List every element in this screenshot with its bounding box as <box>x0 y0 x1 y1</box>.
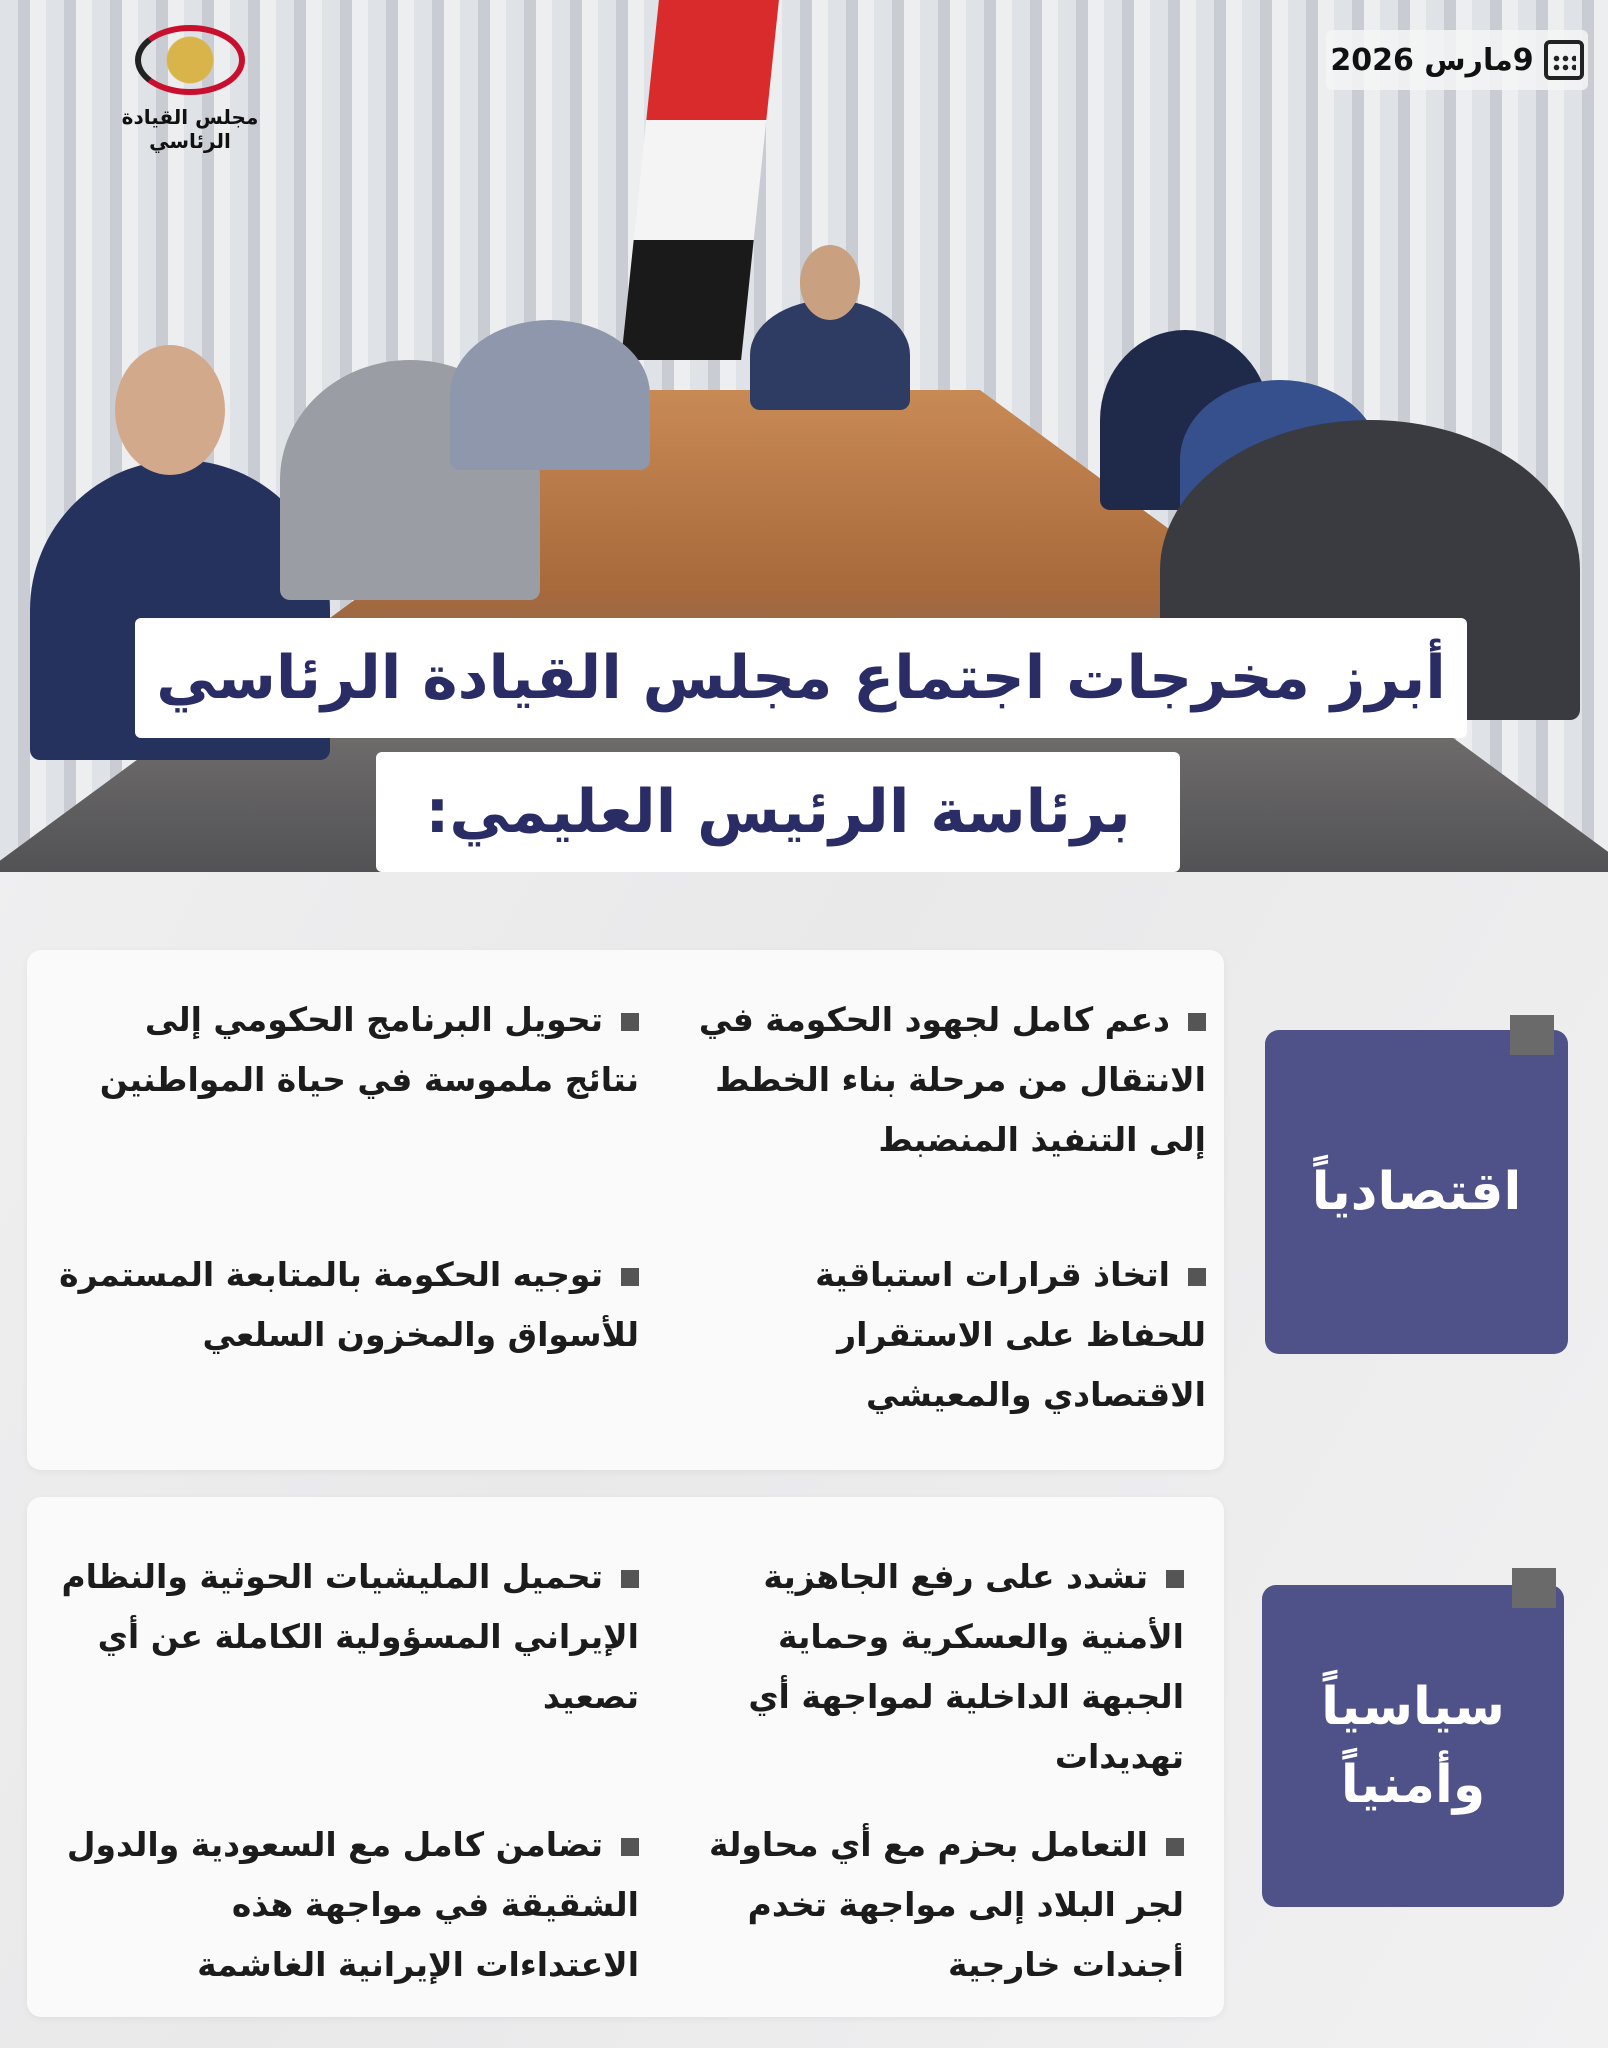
bullet-icon <box>621 1268 639 1286</box>
corner-square-icon <box>1512 1568 1556 1608</box>
calendar-icon <box>1544 40 1584 80</box>
council-logo <box>85 25 295 153</box>
list-item: دعم كامل لجهود الحكومة في الانتقال من مرحلة بناء الخطط إلى التنفيذ المنضبط <box>698 1000 1206 1159</box>
bullet-icon <box>1166 1570 1184 1588</box>
list-item: تحميل المليشيات الحوثية والنظام الإيراني المسؤولية الكاملة عن أي تصعيد <box>61 1557 639 1716</box>
political-security-card <box>27 1497 1224 2017</box>
date-badge <box>1326 30 1588 90</box>
person-head <box>800 245 860 320</box>
republic-emblem-icon <box>135 25 245 95</box>
list-item: اتخاذ قرارات استباقية للحفاظ على الاستقرار الاقتصادي والمعيشي <box>815 1255 1206 1414</box>
list-item: تشدد على رفع الجاهزية الأمنية والعسكرية وحماية الجبهة الداخلية لمواجهة أي تهديدات <box>748 1557 1184 1776</box>
list-item: تحويل البرنامج الحكومي إلى نتائج ملموسة في حياة المواطنين <box>99 1000 639 1099</box>
main-title: أبرز مخرجات اجتماع مجلس القيادة الرئاسي <box>135 618 1467 738</box>
bullet-icon <box>621 1570 639 1588</box>
sub-title: برئاسة الرئيس العليمي: <box>376 752 1180 872</box>
yemen-flag <box>621 0 779 360</box>
bullet-icon <box>1166 1838 1184 1856</box>
list-item: تضامن كامل مع السعودية والدول الشقيقة في مواجهة هذه الاعتداءات الإيرانية الغاشمة <box>66 1825 639 1984</box>
category-political-security: سياسياً وأمنياً <box>1262 1585 1564 1907</box>
economic-card <box>27 950 1224 1470</box>
person-head <box>115 345 225 475</box>
bullet-icon <box>621 1013 639 1031</box>
person <box>450 320 650 470</box>
list-item: التعامل بحزم مع أي محاولة لجر البلاد إلى مواجهة تخدم أجندات خارجية <box>709 1825 1184 1984</box>
bullet-icon <box>1188 1013 1206 1031</box>
corner-square-icon <box>1510 1015 1554 1055</box>
list-item: توجيه الحكومة بالمتابعة المستمرة للأسواق والمخزون السلعي <box>59 1255 639 1354</box>
bullet-icon <box>1188 1268 1206 1286</box>
category-economic: اقتصادياً <box>1265 1030 1568 1354</box>
logo-text: مجلس القيادة الرئاسي <box>121 105 259 153</box>
bullet-icon <box>621 1838 639 1856</box>
meeting-photo <box>0 0 1608 872</box>
date-text: 9مارس 2026 <box>1330 42 1534 78</box>
